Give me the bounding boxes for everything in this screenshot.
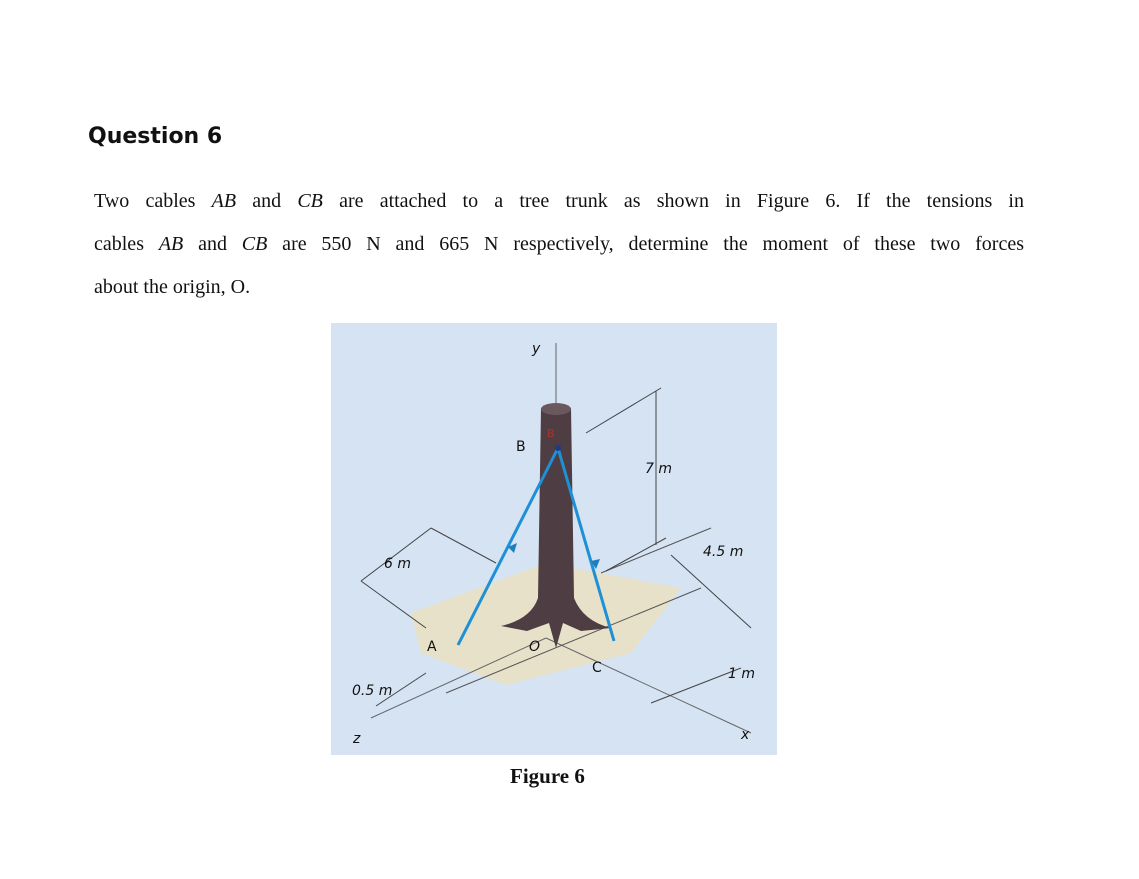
trunk-top bbox=[541, 403, 571, 415]
dim-4-5m-label: 4.5 m bbox=[703, 544, 744, 560]
x-axis-label: x bbox=[741, 727, 750, 743]
y-axis-label: y bbox=[532, 341, 541, 357]
dim-0-5m-label: 0.5 m bbox=[352, 683, 393, 699]
dim-7m-label: 7 m bbox=[645, 461, 672, 477]
dim-1m-label: 1 m bbox=[728, 666, 755, 682]
point-b-label: B bbox=[516, 439, 526, 455]
z-axis-label: z bbox=[353, 731, 361, 747]
question-title: Question 6 bbox=[88, 124, 223, 149]
dim-6m-label: 6 m bbox=[384, 556, 411, 572]
figure-caption: Figure 6 bbox=[510, 764, 585, 788]
question-line-2: cables AB and CB are 550 N and 665 N respectively, determine the moment of these two forces bbox=[94, 233, 1024, 255]
question-text bbox=[94, 180, 1024, 309]
question-line-1: Two cables AB and CB are attached to a tree trunk as shown in Figure 6. If the tensions in bbox=[94, 190, 1024, 212]
point-b-marker bbox=[555, 445, 561, 451]
question-line-3: about the origin, O. bbox=[94, 276, 251, 298]
origin-label: O bbox=[529, 639, 541, 655]
tree-cable-figure bbox=[331, 323, 777, 755]
point-b-small-label: B bbox=[547, 427, 555, 440]
point-c-label: C bbox=[592, 660, 602, 676]
point-a-label: A bbox=[427, 639, 437, 655]
